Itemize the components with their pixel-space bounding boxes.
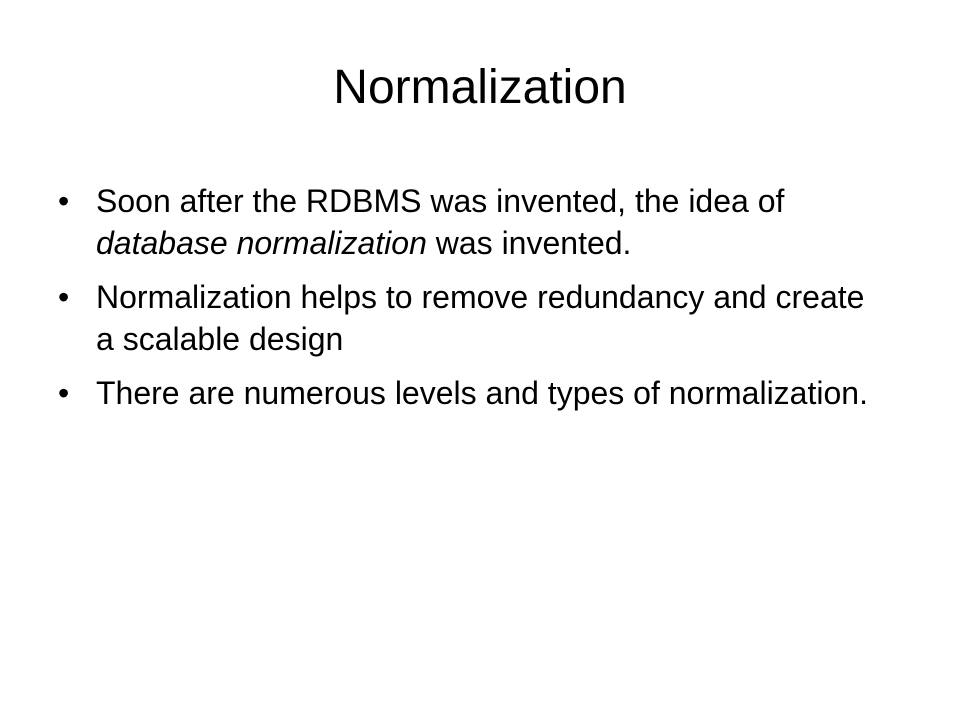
bullet-dot-icon: • xyxy=(58,279,70,315)
bullet-text xyxy=(96,375,868,411)
bullet-item xyxy=(58,180,888,264)
bullet-text-segment: was invented. xyxy=(426,225,632,261)
bullet-text-segment: Soon after the RDBMS was invented, the idea of xyxy=(96,183,785,219)
bullet-item xyxy=(58,276,888,360)
bullet-dot-icon: • xyxy=(58,183,70,219)
bullet-text-italic-segment: database normalization xyxy=(96,225,427,261)
slide-title: Normalization xyxy=(333,61,627,114)
bullet-item xyxy=(58,372,888,414)
bullet-text-segment: There are numerous levels and types of normalization. xyxy=(96,375,868,411)
bullet-list xyxy=(58,180,888,426)
bullet-text xyxy=(96,183,784,261)
bullet-text xyxy=(96,279,864,357)
bullet-dot-icon: • xyxy=(58,375,70,411)
bullet-text-segment: Normalization helps to remove redundancy and create a scalable design xyxy=(96,279,865,357)
